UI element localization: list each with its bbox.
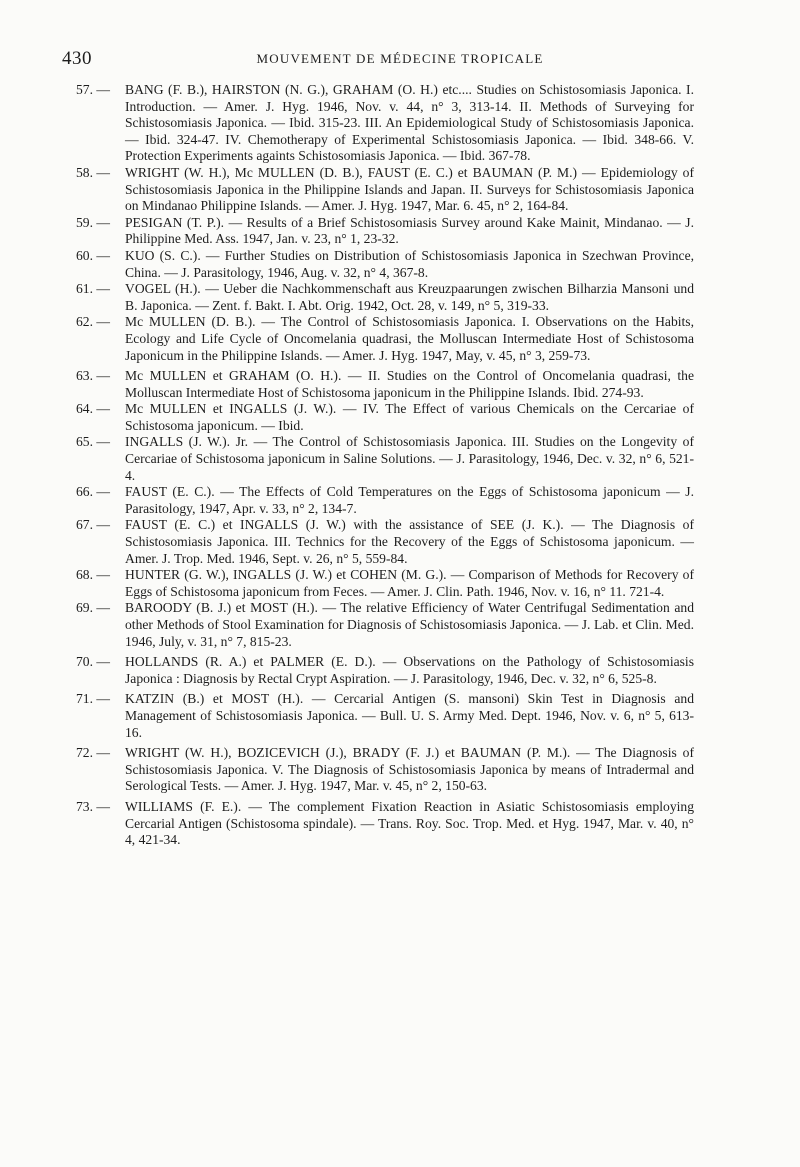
reference-item <box>76 484 694 517</box>
reference-number: 63. — <box>76 368 110 384</box>
reference-number: 73. — <box>76 798 110 814</box>
reference-text: HUNTER (G. W.), INGALLS (J. W.) et COHEN (M. G.). — Comparison of Methods for Recovery of Eggs of Schistosoma japonicum from Feces. — Amer. J. Clin. Path. 1946, Nov. v. 16, n° 11. 721-4. <box>125 567 694 599</box>
reference-number: 70. — <box>76 654 110 670</box>
reference-text: WRIGHT (W. H.), BOZICEVICH (J.), BRADY (F. J.) et BAUMAN (P. M.). — The Diagnosis of Schistosomiasis Japonica. V. The Diagnosis of Schistosomiasis Japonica by means of Intradermal and Serological Tests. — Amer. J. Hyg. 1947, Mar. v. 45, n° 2, 150-63. <box>125 745 694 794</box>
reference-number: 57. — <box>76 82 110 97</box>
reference-text: FAUST (E. C.). — The Effects of Cold Temperatures on the Eggs of Schistosoma japonicum — J. Parasitology, 1947, Apr. v. 33, n° 2, 134-7. <box>125 484 694 516</box>
reference-number: 59. — <box>76 214 110 230</box>
reference-item <box>76 799 694 849</box>
reference-text: WILLIAMS (F. E.). — The complement Fixation Reaction in Asiatic Schistosomiasis employing Cercarial Antigen (Schistosoma spindale). — Trans. Roy. Soc. Trop. Med. et Hyg. 1947, Mar. v. 40, n° 4, 421-34. <box>125 798 694 848</box>
reference-text: INGALLS (J. W.). Jr. — The Control of Schistosomiasis Japonica. III. Studies on the Longevity of Cercariae of Schistosoma japonicum in Saline Solutions. — J. Parasitology, 1946, Dec. v. 32, n° 6, 521-4. <box>125 434 694 483</box>
reference-item <box>76 600 694 650</box>
reference-item <box>76 654 694 687</box>
reference-text: Mc MULLEN (D. B.). — The Control of Schistosomiasis Japonica. I. Observations on the Habits, Ecology and Life Cycle of Oncomelania quadrasi, the Molluscan Intermediate Host of Schistosoma Japonicum in the Philippine Islands. — Amer. J. Hyg. 1947, May, v. 45, n° 3, 259-73. <box>125 314 694 363</box>
reference-text: BANG (F. B.), HAIRSTON (N. G.), GRAHAM (O. H.) etc.... Studies on Schistosomiasis Japonica. I. Introduction. — Amer. J. Hyg. 1946, Nov. v. 44, n° 3, 313-14. II. Methods of Surveying for Schistosomiasis Japonica. — Ibid. 315-23. III. An Epidemiological Study of Schistosomiasis Japonica. — Ibid. 324-47. IV. Chemotherapy of Experimental Schistosomiasis Japonica. — Ibid. 348-66. V. Protection Experiments againts Schistosomiasis Japonica. — Ibid. 367-78. <box>125 82 694 164</box>
reference-item <box>76 281 694 314</box>
reference-text: Mc MULLEN et INGALLS (J. W.). — IV. The Effect of various Chemicals on the Cercariae of Schistosoma japonicum. — Ibid. <box>125 401 694 433</box>
reference-item <box>76 314 694 364</box>
reference-number: 61. — <box>76 281 110 297</box>
reference-text: HOLLANDS (R. A.) et PALMER (E. D.). — Observations on the Pathology of Schistosomiasis Japonica : Diagnosis by Rectal Crypt Aspiration. — J. Parasitology, 1946, Dec. v. 32, n° 6, 525-8. <box>125 654 694 686</box>
reference-number: 71. — <box>76 691 110 707</box>
running-title: MOUVEMENT DE MÉDECINE TROPICALE <box>256 51 544 66</box>
reference-text: FAUST (E. C.) et INGALLS (J. W.) with the assistance of SEE (J. K.). — The Diagnosis of Schistosomiasis Japonica. III. Technics for the Recovery of the Eggs of Schistosoma japonicum. — Amer. J. Trop. Med. 1946, Sept. v. 26, n° 5, 559-84. <box>125 517 694 566</box>
reference-number: 72. — <box>76 745 110 761</box>
reference-number: 58. — <box>76 164 110 180</box>
reference-text: PESIGAN (T. P.). — Results of a Brief Schistosomiasis Survey around Kake Mainit, Mindanao. — J. Philippine Med. Ass. 1947, Jan. v. 23, n° 1, 23-32. <box>125 214 694 247</box>
page-number: 430 <box>62 48 92 69</box>
reference-item <box>76 215 694 248</box>
reference-number: 66. — <box>76 484 110 500</box>
reference-number: 64. — <box>76 401 110 417</box>
reference-number: 68. — <box>76 567 110 583</box>
reference-text: BAROODY (B. J.) et MOST (H.). — The relative Efficiency of Water Centrifugal Sedimentation and other Methods of Stool Examination for Diagnosis of Schistosomiasis Japonica. — J. Lab. et Clin. Med. 1946, July, v. 31, n° 7, 815-23. <box>125 600 694 649</box>
reference-text: WRIGHT (W. H.), Mc MULLEN (D. B.), FAUST (E. C.) et BAUMAN (P. M.) — Epidemiology of Schistosomiasis Japonica in the Philippine Islands and Japan. II. Surveys for Schistosomiasis Japonica on Mindanao Philippine Islands. — Amer. J. Hyg. 1947, Mar. 6. 45, n° 2, 164-84. <box>125 164 694 214</box>
reference-item <box>76 745 694 795</box>
reference-item <box>76 691 694 741</box>
reference-text: KUO (S. C.). — Further Studies on Distribution of Schistosomiasis Japonica in Szechwan Province, China. — J. Parasitology, 1946, Aug. v. 32, n° 4, 367-8. <box>125 247 694 280</box>
reference-number: 62. — <box>76 314 110 330</box>
reference-number: 60. — <box>76 247 110 263</box>
reference-list <box>76 82 694 849</box>
reference-text: KATZIN (B.) et MOST (H.). — Cercarial Antigen (S. mansoni) Skin Test in Diagnosis and Management of Schistosomiasis Japonica. — Bull. U. S. Army Med. Dept. 1946, Nov. v. 6, n° 5, 613-16. <box>125 691 694 740</box>
reference-number: 69. — <box>76 600 110 616</box>
reference-item <box>76 517 694 567</box>
reference-item <box>76 434 694 484</box>
reference-number: 65. — <box>76 434 110 450</box>
reference-number: 67. — <box>76 517 110 533</box>
reference-item <box>76 368 694 401</box>
reference-item <box>76 248 694 281</box>
reference-text: Mc MULLEN et GRAHAM (O. H.). — II. Studies on the Control of Oncomelania quadrasi, the Molluscan Intermediate Host of Schistosoma japonicum in the Philippine Islands. Ibid. 274-93. <box>125 368 694 400</box>
reference-item <box>76 567 694 600</box>
reference-item <box>76 401 694 434</box>
reference-item <box>76 165 694 215</box>
reference-text: VOGEL (H.). — Ueber die Nachkommenschaft aus Kreuzpaarungen zwischen Bilharzia Mansoni und B. Japonica. — Zent. f. Bakt. I. Abt. Orig. 1942, Oct. 28, v. 149, n° 5, 319-33. <box>125 281 694 313</box>
reference-item <box>76 82 694 165</box>
